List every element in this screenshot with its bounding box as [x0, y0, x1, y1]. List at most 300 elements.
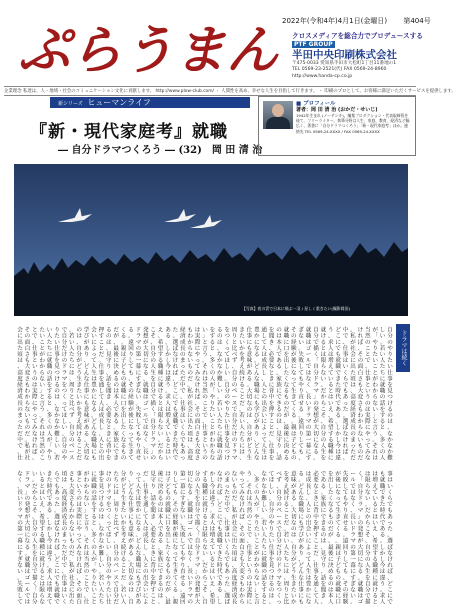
svg-text:人: 人 [313, 599, 319, 606]
svg-text:描: 描 [150, 400, 157, 407]
svg-text:る: る [261, 593, 268, 600]
svg-text:生: 生 [76, 376, 83, 383]
svg-text:に: に [157, 376, 164, 383]
svg-text:然: 然 [246, 508, 253, 515]
svg-text:就: 就 [379, 477, 386, 484]
svg-text:と: と [372, 419, 379, 426]
svg-text:は: は [231, 557, 238, 563]
svg-text:か: か [364, 514, 371, 521]
svg-text:の: の [91, 489, 97, 496]
svg-text:自: 自 [31, 520, 38, 527]
svg-text:に: に [113, 358, 120, 365]
svg-text:人: 人 [120, 599, 127, 606]
svg-text:ど: ど [128, 483, 134, 490]
svg-text:を: を [224, 437, 231, 444]
svg-text:り: り [387, 352, 393, 358]
svg-text:あ: あ [216, 581, 223, 588]
svg-text:、: 、 [387, 575, 393, 582]
svg-text:自: 自 [202, 599, 208, 606]
svg-text:仕: 仕 [105, 599, 112, 606]
svg-text:ち: ち [216, 425, 223, 432]
svg-text:。: 。 [290, 502, 297, 509]
svg-text:仕: 仕 [54, 345, 60, 352]
svg-text:大: 大 [68, 483, 75, 490]
svg-text:だ: だ [61, 550, 68, 557]
svg-text:の: の [357, 449, 364, 456]
svg-text:ど: ど [54, 557, 60, 563]
svg-text:で: で [31, 333, 38, 340]
svg-text:る: る [239, 382, 245, 389]
svg-text:豊: 豊 [91, 382, 97, 389]
svg-text:仕: 仕 [61, 575, 68, 582]
svg-text:増: 増 [209, 532, 216, 539]
svg-text:る: る [157, 496, 164, 502]
svg-text:は: は [261, 455, 268, 462]
svg-text:ら: ら [209, 449, 216, 456]
svg-text:を: を [98, 376, 105, 383]
svg-text:も: も [135, 575, 142, 582]
svg-text:に: に [283, 339, 290, 346]
svg-text:を: を [76, 406, 83, 413]
svg-text:限: 限 [202, 532, 208, 539]
svg-text:ル: ル [350, 477, 356, 484]
svg-text:、: 、 [105, 345, 112, 352]
svg-text:本: 本 [157, 514, 164, 521]
svg-text:な: な [357, 431, 364, 438]
svg-text:の: の [202, 394, 208, 401]
svg-text:「: 「 [357, 477, 364, 484]
svg-text:。: 。 [246, 382, 253, 389]
svg-text:な: な [261, 471, 268, 478]
svg-text:の: の [224, 394, 231, 401]
svg-text:自: 自 [150, 345, 157, 352]
svg-text:と: と [209, 425, 216, 432]
svg-text:み: み [364, 449, 371, 456]
svg-text:幕: 幕 [17, 538, 23, 545]
svg-text:人: 人 [364, 563, 371, 570]
svg-text:の: の [364, 557, 371, 563]
svg-text:は: は [105, 339, 112, 346]
svg-text:だ: だ [313, 550, 319, 557]
svg-text:は: は [165, 449, 171, 456]
svg-text:で: で [54, 575, 60, 582]
svg-text:、: 、 [17, 449, 23, 456]
continued-tab: ドラマは続く [396, 324, 410, 372]
svg-text:人: 人 [98, 437, 105, 444]
svg-text:ペ: ペ [68, 443, 75, 450]
svg-text:、: 、 [128, 376, 134, 383]
svg-text:な: な [17, 471, 23, 478]
svg-text:な: な [98, 526, 105, 533]
svg-text:し: し [335, 437, 342, 444]
svg-text:族: 族 [113, 437, 120, 444]
svg-text:べ: べ [68, 406, 75, 413]
svg-text:も: も [298, 376, 305, 383]
svg-text:が: が [209, 431, 216, 438]
svg-text:に: に [313, 502, 319, 509]
svg-text:な: な [305, 599, 312, 606]
svg-text:人: 人 [91, 364, 97, 371]
svg-text:仕: 仕 [224, 520, 231, 527]
svg-text:も: も [24, 419, 31, 426]
svg-text:は: は [165, 471, 171, 478]
svg-text:い: い [268, 489, 275, 496]
svg-text:ど: ど [253, 364, 260, 371]
svg-text:ら: ら [83, 489, 90, 496]
svg-text:、: 、 [239, 520, 245, 527]
svg-text:言: 言 [202, 345, 208, 352]
svg-text:き: き [239, 327, 245, 334]
svg-text:増: 増 [327, 358, 334, 365]
svg-text:直: 直 [135, 449, 142, 456]
svg-text:自: 自 [194, 538, 201, 545]
svg-text:、: 、 [83, 358, 90, 365]
svg-text:は: は [305, 370, 312, 377]
svg-text:だ: だ [239, 400, 245, 407]
svg-text:は: は [320, 352, 327, 358]
svg-text:成: 成 [231, 593, 238, 600]
svg-text:私: 私 [68, 563, 75, 570]
svg-text:仕: 仕 [179, 400, 186, 407]
svg-text:仕: 仕 [298, 581, 305, 588]
svg-text:う: う [120, 489, 127, 496]
svg-text:分: 分 [76, 352, 83, 358]
svg-text:の: の [24, 333, 31, 340]
svg-text:が: が [135, 593, 142, 600]
svg-text:白: 白 [24, 345, 31, 352]
svg-text:な: な [135, 520, 142, 527]
svg-text:で: で [46, 496, 53, 502]
svg-text:通: 通 [142, 502, 149, 509]
svg-text:な: な [298, 496, 305, 502]
svg-text:。: 。 [298, 413, 305, 419]
svg-text:豊: 豊 [305, 581, 312, 588]
svg-text:事: 事 [179, 406, 186, 413]
svg-text:生: 生 [128, 443, 134, 450]
svg-text:り: り [54, 327, 60, 334]
svg-text:、: 、 [54, 400, 60, 407]
svg-text:、: 、 [268, 345, 275, 352]
svg-text:あ: あ [253, 425, 260, 432]
svg-text:も: も [335, 352, 342, 358]
svg-text:や: や [31, 406, 38, 413]
svg-text:し: し [46, 520, 53, 527]
svg-text:が: が [187, 394, 194, 401]
svg-text:て: て [194, 364, 201, 371]
svg-text:き: き [128, 449, 134, 456]
svg-text:就: 就 [91, 477, 97, 484]
svg-text:。: 。 [298, 477, 305, 484]
svg-text:、: 、 [31, 339, 38, 346]
svg-text:難: 難 [261, 496, 268, 502]
svg-text:な: な [24, 538, 31, 545]
svg-text:こ: こ [31, 502, 38, 509]
svg-text:だ: だ [179, 376, 186, 383]
svg-text:し: し [209, 477, 216, 484]
svg-text:分: 分 [31, 599, 38, 606]
svg-text:。: 。 [342, 532, 349, 539]
svg-text:経: 経 [61, 502, 68, 509]
svg-text:い: い [387, 483, 393, 490]
svg-text:、: 、 [68, 419, 75, 426]
svg-text:中: 中 [17, 437, 23, 444]
svg-text:す: す [209, 333, 216, 340]
svg-text:る: る [83, 431, 90, 438]
svg-text:「: 「 [91, 563, 97, 570]
svg-text:に: に [305, 538, 312, 545]
svg-text:い: い [17, 496, 23, 502]
svg-text:で: で [142, 419, 149, 426]
svg-text:に: に [313, 437, 319, 444]
svg-text:た: た [46, 339, 53, 346]
svg-text:の: の [61, 449, 68, 456]
svg-text:。: 。 [135, 532, 142, 539]
svg-text:き: き [150, 550, 157, 557]
svg-text:ど: ど [83, 364, 90, 371]
svg-text:り: り [91, 575, 97, 582]
svg-text:て: て [172, 575, 179, 582]
svg-text:切: 切 [24, 526, 31, 533]
svg-text:が: が [231, 514, 238, 521]
svg-text:そ: そ [31, 508, 38, 515]
svg-text:や: や [46, 449, 53, 456]
svg-text:社: 社 [231, 520, 238, 527]
svg-text:こ: こ [150, 593, 157, 600]
svg-text:き: き [276, 400, 282, 407]
svg-text:り: り [276, 443, 282, 450]
svg-text:さ: さ [239, 575, 245, 582]
svg-text:に: に [298, 593, 305, 600]
svg-text:り: り [128, 352, 134, 358]
svg-text:は: は [202, 526, 208, 533]
svg-text:や: や [298, 382, 305, 389]
svg-text:に: に [54, 569, 60, 576]
svg-text:こ: こ [54, 563, 60, 570]
svg-text:り: り [342, 508, 349, 515]
svg-text:遠: 遠 [179, 593, 186, 600]
svg-text:っ: っ [105, 520, 112, 527]
svg-text:と: と [268, 370, 275, 377]
svg-text:人: 人 [261, 345, 268, 352]
svg-text:職: 職 [120, 388, 127, 395]
svg-text:そ: そ [364, 532, 371, 539]
svg-text:「: 「 [253, 508, 260, 515]
svg-text:希: 希 [372, 538, 379, 545]
svg-text:人: 人 [209, 520, 216, 527]
svg-text:出: 出 [142, 575, 149, 582]
svg-text:が: が [24, 514, 31, 521]
svg-text:仕: 仕 [364, 370, 371, 377]
svg-text:学: 学 [253, 406, 260, 413]
svg-text:な: な [150, 538, 157, 545]
svg-text:れ: れ [357, 333, 364, 340]
svg-text:ち: ち [379, 370, 386, 377]
svg-text:族: 族 [320, 502, 327, 509]
svg-text:で: で [224, 508, 231, 515]
svg-text:か: か [305, 587, 312, 594]
svg-text:変: 変 [357, 394, 364, 401]
svg-text:ど: ど [335, 327, 342, 334]
svg-text:い: い [253, 581, 260, 588]
svg-text:を: を [313, 520, 319, 527]
svg-text:は: は [61, 587, 68, 594]
svg-text:と: と [150, 599, 157, 606]
svg-text:分: 分 [320, 431, 327, 438]
svg-text:そ: そ [320, 413, 327, 419]
svg-text:ラ: ラ [17, 508, 23, 515]
svg-text:ラ: ラ [350, 532, 356, 539]
svg-text:さ: さ [194, 455, 201, 462]
svg-text:、: 、 [150, 520, 157, 527]
svg-text:ー: ー [24, 581, 31, 588]
svg-text:の: の [187, 370, 194, 377]
svg-text:敗: 敗 [179, 532, 186, 539]
svg-text:し: し [327, 483, 334, 490]
svg-text:と: と [372, 599, 379, 606]
svg-text:が: が [68, 569, 75, 576]
svg-text:る: る [172, 587, 179, 594]
svg-text:い: い [209, 550, 216, 557]
svg-text:」: 」 [83, 508, 90, 515]
svg-text:頃: 頃 [187, 431, 194, 438]
svg-text:け: け [105, 471, 112, 478]
svg-text:す: す [350, 575, 356, 582]
svg-text:き: き [105, 394, 112, 401]
svg-text:さ: さ [24, 352, 31, 358]
svg-text:子: 子 [165, 477, 171, 484]
svg-text:に: に [335, 483, 342, 490]
svg-text:求: 求 [46, 569, 53, 576]
svg-text:し: し [98, 557, 105, 563]
svg-text:に: に [335, 339, 342, 346]
svg-text:を: を [165, 526, 171, 533]
svg-text:人: 人 [276, 345, 282, 352]
svg-text:の: の [120, 455, 127, 462]
svg-text:生: 生 [364, 569, 371, 576]
svg-text:れ: れ [172, 364, 179, 371]
svg-text:に: に [113, 483, 120, 490]
svg-text:る: る [128, 550, 134, 557]
svg-text:に: に [231, 532, 238, 539]
svg-text:い: い [305, 532, 312, 539]
svg-text:っ: っ [387, 520, 393, 527]
svg-text:事: 事 [83, 388, 90, 395]
svg-text:人: 人 [135, 483, 142, 490]
svg-text:し: し [165, 538, 171, 545]
svg-text:ず: ず [231, 358, 238, 365]
svg-text:際: 際 [194, 339, 201, 346]
svg-text:こ: こ [246, 520, 253, 527]
svg-text:が: が [209, 382, 216, 389]
svg-text:と: と [202, 339, 208, 346]
svg-text:学: 学 [83, 327, 90, 334]
svg-text:の: の [157, 587, 164, 594]
svg-text:り: り [172, 471, 179, 478]
svg-text:事: 事 [202, 431, 208, 438]
svg-text:。: 。 [253, 358, 260, 365]
svg-text:も: も [290, 449, 297, 456]
svg-text:会: 会 [142, 581, 149, 588]
svg-text:。: 。 [187, 496, 194, 502]
svg-text:分: 分 [387, 333, 393, 340]
svg-text:、: 、 [276, 425, 282, 432]
svg-text:こ: こ [372, 364, 379, 371]
svg-text:は: は [216, 339, 223, 346]
svg-text:自: 自 [150, 419, 157, 426]
svg-text:種: 種 [372, 569, 379, 576]
svg-text:だ: だ [350, 455, 356, 462]
svg-text:れ: れ [31, 443, 38, 450]
svg-text:の: の [194, 575, 201, 582]
svg-text:切: 切 [246, 394, 253, 401]
svg-text:も: も [68, 502, 75, 509]
svg-text:の: の [387, 413, 393, 419]
svg-text:る: る [268, 581, 275, 588]
svg-text:た: た [335, 382, 342, 389]
svg-text:分: 分 [268, 508, 275, 515]
svg-text:発: 発 [357, 526, 364, 533]
svg-text:し: し [128, 358, 134, 365]
svg-text:を: を [268, 557, 275, 563]
svg-text:て: て [105, 526, 112, 533]
svg-text:、: 、 [350, 508, 356, 515]
svg-text:か: か [120, 520, 127, 527]
svg-text:と: と [231, 339, 238, 346]
svg-text:時: 時 [335, 388, 342, 395]
svg-text:で: で [305, 364, 312, 371]
svg-text:ー: ー [113, 569, 120, 576]
svg-text:の: の [268, 587, 275, 594]
svg-text:当: 当 [39, 437, 46, 444]
svg-text:家: 家 [157, 550, 164, 557]
svg-text:い: い [372, 358, 379, 365]
svg-text:わ: わ [24, 388, 31, 395]
svg-text:人: 人 [194, 483, 201, 490]
svg-text:な: な [246, 400, 253, 407]
svg-text:だ: だ [283, 520, 290, 527]
svg-text:い: い [61, 593, 68, 600]
svg-text:時: 時 [46, 483, 53, 490]
svg-text:に: に [135, 514, 142, 521]
svg-text:幕: 幕 [179, 483, 186, 490]
svg-text:分: 分 [113, 593, 120, 600]
svg-text:さ: さ [357, 376, 364, 383]
svg-text:の: の [150, 358, 157, 365]
svg-text:若: 若 [239, 413, 245, 419]
svg-text:で: で [113, 581, 120, 588]
svg-text:い: い [31, 364, 38, 371]
svg-text:人: 人 [46, 575, 53, 582]
svg-text:自: 自 [61, 437, 68, 444]
svg-text:会: 会 [68, 581, 75, 588]
svg-text:多: 多 [379, 437, 386, 444]
svg-text:背: 背 [268, 388, 275, 395]
svg-text:大: 大 [128, 563, 134, 570]
svg-text:と: と [105, 425, 112, 432]
svg-text:え: え [209, 581, 216, 588]
svg-text:大: 大 [239, 563, 245, 570]
svg-text:つ: つ [105, 508, 112, 515]
svg-text:。: 。 [320, 489, 327, 496]
svg-text:大: 大 [24, 364, 31, 371]
svg-text:わ: わ [372, 382, 379, 389]
svg-text:っ: っ [194, 358, 201, 365]
svg-text:マ: マ [357, 508, 364, 515]
svg-text:で: で [157, 526, 164, 533]
svg-text:い: い [39, 496, 46, 502]
svg-text:な: な [350, 496, 356, 502]
svg-text:は: は [157, 593, 164, 600]
